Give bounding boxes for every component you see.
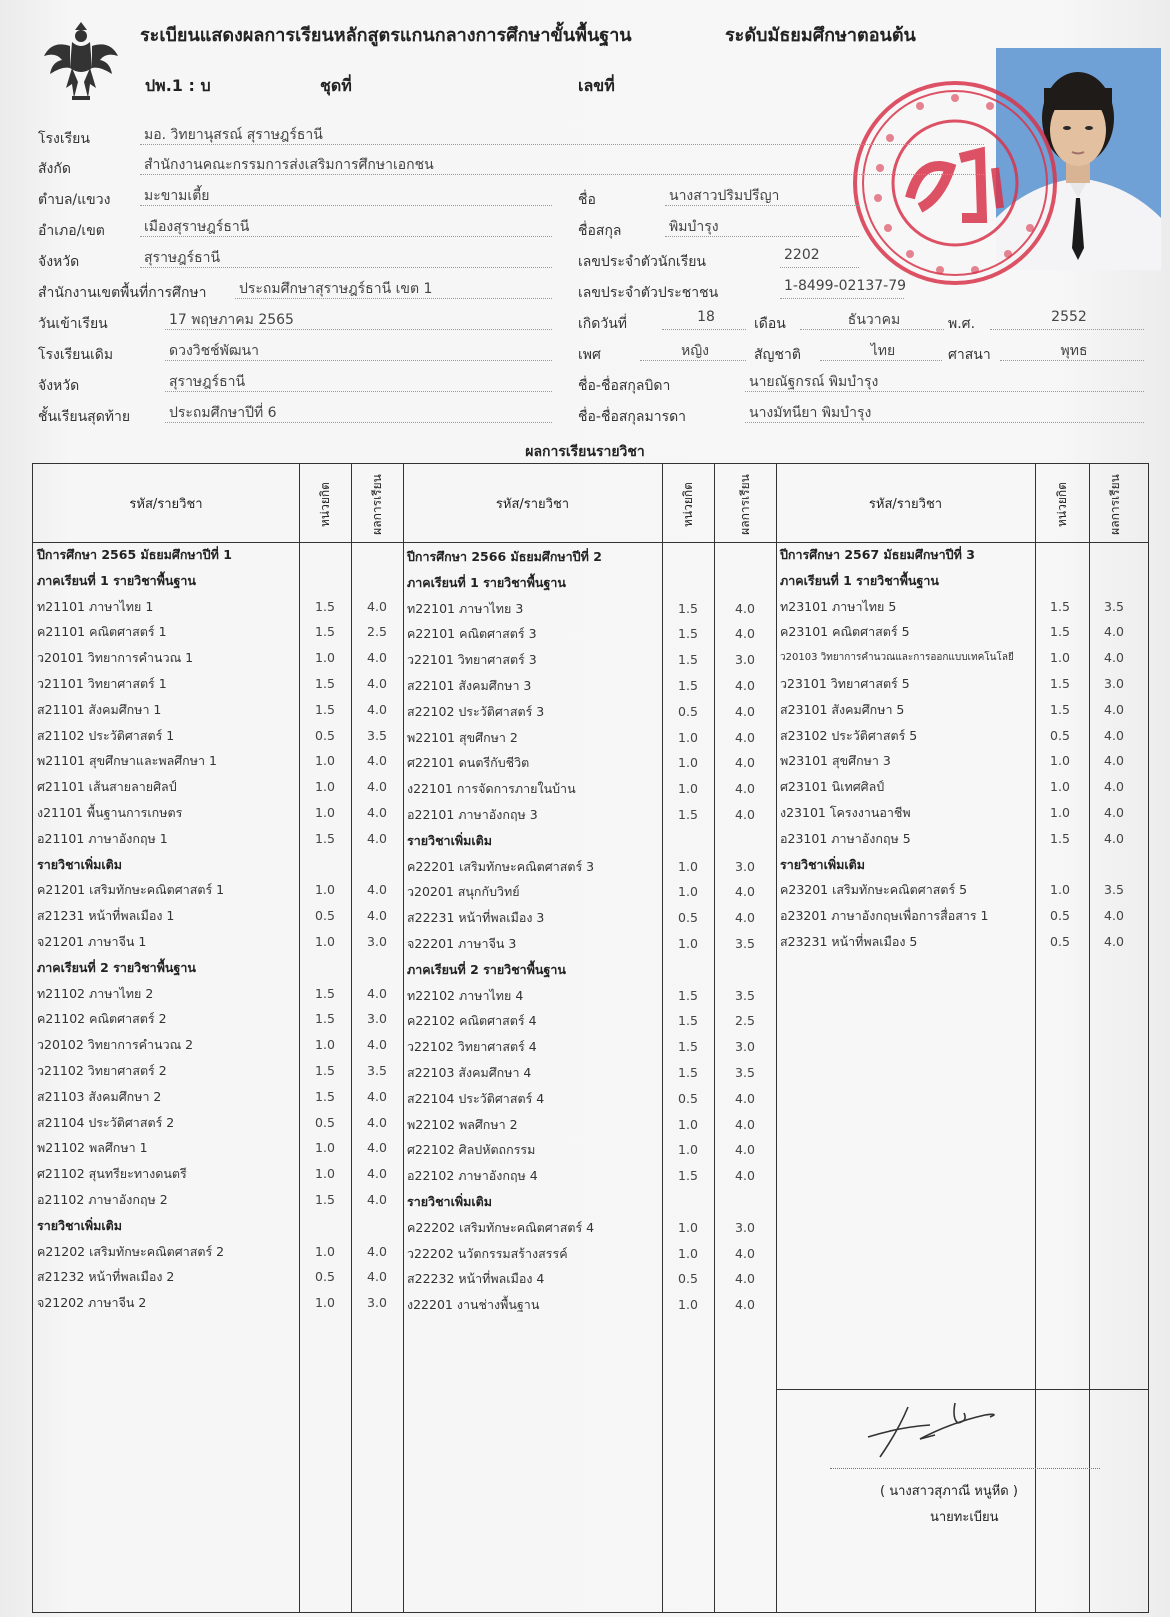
subject-name: ส21232 หน้าที่พลเมือง 2 — [37, 1269, 175, 1285]
section-heading: รายวิชาเพิ่มเติม — [37, 1217, 122, 1233]
enroll-date-label: วันเข้าเรียน — [38, 316, 108, 332]
subject-name: ส21104 ประวัติศาสตร์ 2 — [37, 1114, 175, 1130]
grade-value: 4.0 — [735, 1116, 755, 1132]
subject-name: ส21103 สังคมศึกษา 2 — [37, 1088, 162, 1104]
grade-value: 4.0 — [367, 1140, 387, 1156]
subject-name: พ22101 สุขศึกษา 2 — [407, 729, 518, 745]
grade-value: 4.0 — [367, 830, 387, 846]
credit-value: 1.0 — [315, 934, 335, 949]
first-name-value: นางสาวปริมปรีญา — [665, 185, 859, 206]
subject-name: ส21102 ประวัติศาสตร์ 1 — [37, 727, 175, 743]
nationality-value: ไทย — [820, 340, 942, 361]
subject-name: ค22101 คณิตศาสตร์ 3 — [407, 626, 537, 642]
birth-year-value: 2552 — [990, 309, 1144, 330]
grade-value: 4.0 — [1104, 624, 1124, 640]
province-label: จังหวัด — [38, 254, 80, 270]
enroll-date-value: 17 พฤษภาคม 2565 — [165, 309, 552, 330]
district-label: อำเภอ/เขต — [38, 223, 105, 239]
grade-value: 4.0 — [735, 910, 755, 926]
credit-value: 1.0 — [678, 858, 698, 874]
grade-value: 4.0 — [1104, 779, 1124, 795]
signature-line — [830, 1468, 1100, 1469]
subject-name: ง22101 การจัดการภายในบ้าน — [407, 781, 576, 797]
grade-value: 3.0 — [367, 934, 387, 949]
subject-name: พ22102 พลศึกษา 2 — [407, 1116, 518, 1132]
grade-value: 3.5 — [1104, 882, 1124, 898]
credit-value: 1.0 — [678, 755, 698, 771]
credit-value: 1.5 — [315, 1011, 335, 1027]
section-heading: ปีการศึกษา 2567 มัธยมศึกษาปีที่ 3 — [780, 547, 975, 562]
prev-province-label: จังหวัด — [38, 378, 80, 394]
credit-value: 1.0 — [1050, 753, 1070, 769]
area-office-value: ประถมศึกษาสุราษฎร์ธานี เขต 1 — [235, 278, 552, 299]
religion-label: ศาสนา — [948, 347, 991, 363]
subject-name: ง21101 พื้นฐานการเกษตร — [37, 805, 183, 820]
grade-value: 3.5 — [367, 727, 387, 743]
credit-value: 1.5 — [315, 1088, 335, 1104]
birth-year-label: พ.ศ. — [948, 316, 976, 332]
section-heading: รายวิชาเพิ่มเติม — [407, 1194, 492, 1209]
credit-value: 1.5 — [315, 676, 335, 691]
grade-value: 3.0 — [367, 1295, 387, 1311]
document-title: ระเบียนแสดงผลการเรียนหลักสูตรแกนกลางการศึกษาขั้นพื้นฐาน — [140, 25, 632, 46]
prev-school-label: โรงเรียนเดิม — [38, 347, 114, 363]
nationality-label: สัญชาติ — [754, 347, 801, 363]
credit-value: 1.5 — [678, 600, 698, 616]
grade-value: 3.5 — [735, 936, 755, 951]
registrar-name: ( นางสาวสุภาณี หนูหีด ) — [880, 1484, 1018, 1499]
subject-name: ว21102 วิทยาศาสตร์ 2 — [37, 1063, 167, 1078]
mother-label: ชื่อ-ชื่อสกุลมารดา — [578, 409, 687, 425]
credit-value: 1.0 — [315, 1140, 335, 1156]
subject-name: ส22103 สังคมศึกษา 4 — [407, 1065, 532, 1080]
subject-name: ค21202 เสริมทักษะคณิตศาสตร์ 2 — [37, 1243, 225, 1259]
subject-name: ค22201 เสริมทักษะคณิตศาสตร์ 3 — [407, 858, 595, 874]
subject-name: ว22102 วิทยาศาสตร์ 4 — [407, 1039, 537, 1055]
subject-name: ว23101 วิทยาศาสตร์ 5 — [780, 676, 910, 691]
set-label: ชุดที่ — [320, 76, 352, 95]
grade-value: 4.0 — [367, 1088, 387, 1104]
credit-value: 1.5 — [1050, 830, 1070, 846]
grade-value: 3.0 — [735, 1219, 755, 1235]
subdistrict-value: มะขามเตี้ย — [140, 185, 552, 206]
credit-value: 1.5 — [1050, 598, 1070, 614]
subject-name: ศ21101 เส้นสายลายศิลป์ — [37, 779, 177, 795]
last-name-value: พิมบำรุง — [665, 216, 859, 237]
grade-value: 4.0 — [367, 1114, 387, 1130]
credit-value: 1.5 — [678, 1039, 698, 1055]
credit-value: 1.5 — [315, 701, 335, 717]
subject-name: ส21101 สังคมศึกษา 1 — [37, 701, 162, 717]
grade-value: 4.0 — [735, 678, 755, 693]
subject-name: ค23101 คณิตศาสตร์ 5 — [780, 624, 910, 640]
credit-value: 0.5 — [678, 1271, 698, 1287]
credit-value: 1.0 — [678, 1116, 698, 1132]
grade-value: 3.0 — [735, 652, 755, 668]
credit-value: 1.5 — [315, 830, 335, 846]
credit-value: 1.5 — [315, 624, 335, 640]
subject-name: จ21202 ภาษาจีน 2 — [37, 1295, 147, 1311]
last-grade-label: ชั้นเรียนสุดท้าย — [38, 409, 131, 425]
grade-value: 4.0 — [367, 985, 387, 1001]
credit-value: 0.5 — [315, 727, 335, 743]
subject-name: ท22102 ภาษาไทย 4 — [407, 987, 524, 1003]
grade-value: 4.0 — [735, 703, 755, 719]
credit-value: 1.5 — [678, 626, 698, 642]
credit-value: 1.0 — [678, 936, 698, 951]
grade-value: 4.0 — [367, 1037, 387, 1053]
father-value: นายณัฐกรณ์ พิมบำรุง — [745, 371, 1144, 392]
subject-name: ส23231 หน้าที่พลเมือง 5 — [780, 934, 918, 949]
grade-value: 2.5 — [735, 1013, 755, 1029]
credit-value: 1.0 — [315, 1295, 335, 1311]
section-heading: ภาคเรียนที่ 1 รายวิชาพื้นฐาน — [780, 572, 939, 588]
credit-value: 1.5 — [315, 1192, 335, 1207]
col-header-credit-3: หน่วยกิต — [1054, 481, 1069, 527]
subject-name: ค23201 เสริมทักษะคณิตศาสตร์ 5 — [780, 882, 968, 898]
citizen-id-value: 1-8499-02137-79 — [780, 278, 904, 299]
subject-name: ค22102 คณิตศาสตร์ 4 — [407, 1013, 537, 1029]
grade-value: 4.0 — [1104, 908, 1124, 924]
credit-value: 1.5 — [315, 598, 335, 614]
grade-value: 4.0 — [735, 781, 755, 797]
grade-value: 3.5 — [367, 1063, 387, 1078]
subject-name: พ21102 พลศึกษา 1 — [37, 1140, 148, 1156]
birth-day-value: 18 — [662, 309, 746, 330]
father-label: ชื่อ-ชื่อสกุลบิดา — [578, 378, 671, 394]
credit-value: 1.0 — [315, 882, 335, 898]
grade-value: 4.0 — [367, 908, 387, 924]
grade-value: 4.0 — [367, 1192, 387, 1207]
credit-value: 0.5 — [1050, 934, 1070, 949]
signature-section-divider — [777, 1389, 1148, 1390]
gender-value: หญิง — [640, 340, 746, 361]
subject-name: อ21101 ภาษาอังกฤษ 1 — [37, 830, 168, 846]
subject-name: อ21102 ภาษาอังกฤษ 2 — [37, 1192, 168, 1207]
credit-value: 0.5 — [1050, 908, 1070, 924]
col-header-credit-2: หน่วยกิต — [680, 481, 695, 527]
credit-value: 1.0 — [1050, 779, 1070, 795]
grade-value: 2.5 — [367, 624, 387, 640]
subject-name: ง23101 โครงงานอาชีพ — [780, 805, 911, 820]
school-label: โรงเรียน — [38, 131, 90, 147]
credit-value: 1.5 — [1050, 701, 1070, 717]
credit-value: 1.5 — [678, 987, 698, 1003]
citizen-id-label: เลขประจำตัวประชาชน — [578, 285, 719, 301]
subject-name: ส23102 ประวัติศาสตร์ 5 — [780, 727, 918, 743]
garuda-emblem-icon — [42, 22, 120, 104]
subject-name: ส22101 สังคมศึกษา 3 — [407, 678, 532, 693]
subject-name: พ21101 สุขศึกษาและพลศึกษา 1 — [37, 753, 217, 769]
grade-value: 4.0 — [735, 1245, 755, 1261]
subject-name: ว21101 วิทยาศาสตร์ 1 — [37, 676, 167, 691]
col-header-grade-1: ผลการเรียน — [369, 473, 384, 535]
subject-name: ศ23101 นิเทศศิลป์ — [780, 779, 885, 795]
credit-value: 0.5 — [315, 1114, 335, 1130]
subject-name: ง22201 งานช่างพื้นฐาน — [407, 1297, 540, 1313]
number-label: เลขที่ — [578, 76, 615, 95]
subject-name: ศ22102 ศิลปหัตถกรรม — [407, 1142, 536, 1158]
credit-value: 1.0 — [678, 1219, 698, 1235]
credit-value: 1.5 — [678, 652, 698, 668]
credit-value: 1.0 — [315, 779, 335, 795]
credit-value: 1.0 — [315, 753, 335, 769]
subject-name: ว22101 วิทยาศาสตร์ 3 — [407, 652, 537, 668]
grade-value: 4.0 — [735, 1271, 755, 1287]
grade-value: 4.0 — [1104, 934, 1124, 949]
first-name-label: ชื่อ — [578, 192, 596, 208]
credit-value: 1.0 — [1050, 882, 1070, 898]
results-section-title: ผลการเรียนรายวิชา — [525, 444, 645, 460]
grade-value: 4.0 — [367, 882, 387, 898]
credit-value: 1.0 — [315, 650, 335, 666]
subject-name: ส22102 ประวัติศาสตร์ 3 — [407, 703, 545, 719]
registrar-signature-icon — [860, 1395, 1010, 1465]
credit-value: 1.5 — [678, 1168, 698, 1184]
subject-name: ว20102 วิทยาการคำนวณ 2 — [37, 1037, 194, 1053]
province-value: สุราษฎร์ธานี — [140, 247, 552, 268]
affiliation-label: สังกัด — [38, 161, 71, 177]
school-value: มอ. วิทยานุสรณ์ สุราษฎร์ธานี — [140, 124, 984, 145]
grade-value: 4.0 — [735, 729, 755, 745]
registrar-role: นายทะเบียน — [930, 1510, 999, 1525]
grade-value: 4.0 — [735, 755, 755, 771]
col-header-grade-2: ผลการเรียน — [737, 473, 752, 535]
subject-name: ว20201 สนุกกับวิทย์ — [407, 884, 520, 900]
subject-name: ท21102 ภาษาไทย 2 — [37, 985, 154, 1001]
section-heading: ภาคเรียนที่ 2 รายวิชาพื้นฐาน — [407, 961, 566, 977]
credit-value: 1.0 — [315, 1037, 335, 1053]
birth-month-value: ธันวาคม — [800, 309, 944, 330]
student-id-value: 2202 — [780, 247, 859, 268]
grade-value: 4.0 — [367, 650, 387, 666]
section-heading: รายวิชาเพิ่มเติม — [780, 856, 865, 872]
grade-value: 4.0 — [1104, 753, 1124, 769]
student-id-label: เลขประจำตัวนักเรียน — [578, 254, 707, 270]
affiliation-value: สำนักงานคณะกรรมการส่งเสริมการศึกษาเอกชน — [140, 154, 984, 175]
grade-value: 4.0 — [367, 1269, 387, 1285]
section-heading: ปีการศึกษา 2566 มัธยมศึกษาปีที่ 2 — [407, 549, 602, 564]
credit-value: 0.5 — [315, 908, 335, 924]
grade-value: 3.5 — [735, 987, 755, 1003]
grade-value: 4.0 — [1104, 805, 1124, 820]
credit-value: 1.5 — [678, 678, 698, 693]
grade-value: 3.5 — [1104, 598, 1124, 614]
credit-value: 1.0 — [315, 1243, 335, 1259]
subject-name: ค21101 คณิตศาสตร์ 1 — [37, 624, 167, 640]
credit-value: 1.5 — [315, 1063, 335, 1078]
birth-month-label: เดือน — [754, 316, 786, 332]
credit-value: 1.0 — [315, 805, 335, 820]
grade-value: 3.0 — [1104, 676, 1124, 691]
subject-name: อ22101 ภาษาอังกฤษ 3 — [407, 807, 538, 822]
subject-name: ส22104 ประวัติศาสตร์ 4 — [407, 1090, 545, 1106]
credit-value: 1.0 — [1050, 805, 1070, 820]
grade-value: 4.0 — [367, 1243, 387, 1259]
credit-value: 1.5 — [1050, 624, 1070, 640]
official-stamp-seal — [850, 78, 1060, 288]
credit-value: 1.0 — [678, 1142, 698, 1158]
form-code: ปพ.1 : บ — [145, 76, 211, 95]
grade-value: 4.0 — [1104, 650, 1124, 666]
credit-value: 1.0 — [678, 1297, 698, 1313]
subject-name: ว20103 วิทยาการคำนวณและการออกแบบเทคโนโลยี — [780, 652, 1014, 664]
grade-value: 4.0 — [735, 1142, 755, 1158]
grade-value: 4.0 — [367, 1166, 387, 1182]
grade-value: 4.0 — [367, 805, 387, 820]
grade-value: 4.0 — [735, 807, 755, 822]
credit-value: 1.0 — [1050, 650, 1070, 666]
col-header-grade-3: ผลการเรียน — [1107, 473, 1122, 535]
subject-name: ส22232 หน้าที่พลเมือง 4 — [407, 1271, 545, 1287]
grade-value: 4.0 — [735, 600, 755, 616]
credit-value: 0.5 — [678, 910, 698, 926]
subdistrict-label: ตำบล/แขวง — [38, 192, 111, 208]
credit-value: 1.0 — [678, 1245, 698, 1261]
subject-name: ศ21102 สุนทรียะทางดนตรี — [37, 1166, 187, 1182]
grade-value: 4.0 — [1104, 701, 1124, 717]
credit-value: 0.5 — [678, 1090, 698, 1106]
subject-name: ว22202 นวัตกรรมสร้างสรรค์ — [407, 1245, 568, 1261]
district-value: เมืองสุราษฎร์ธานี — [140, 216, 552, 237]
last-grade-value: ประถมศึกษาปีที่ 6 — [165, 402, 552, 423]
area-office-label: สำนักงานเขตพื้นที่การศึกษา — [38, 285, 207, 301]
credit-value: 1.5 — [1050, 676, 1070, 691]
credit-value: 0.5 — [315, 1269, 335, 1285]
prev-province-value: สุราษฎร์ธานี — [165, 371, 552, 392]
last-name-label: ชื่อสกุล — [578, 223, 622, 239]
credit-value: 1.0 — [315, 1166, 335, 1182]
gender-label: เพศ — [578, 347, 601, 363]
prev-school-value: ดวงวิชช์พัฒนา — [165, 340, 552, 361]
section-heading: ภาคเรียนที่ 2 รายวิชาพื้นฐาน — [37, 959, 196, 975]
mother-value: นางมัทนียา พิมบำรุง — [745, 402, 1144, 423]
subject-name: ส22231 หน้าที่พลเมือง 3 — [407, 910, 545, 926]
subject-name: อ23201 ภาษาอังกฤษเพื่อการสื่อสาร 1 — [780, 908, 989, 924]
subject-name: ค21201 เสริมทักษะคณิตศาสตร์ 1 — [37, 882, 225, 898]
credit-value: 1.0 — [678, 884, 698, 900]
col-header-credit-1: หน่วยกิต — [317, 481, 332, 527]
grade-value: 3.5 — [735, 1065, 755, 1080]
document-level: ระดับมัธยมศึกษาตอนต้น — [725, 25, 916, 46]
subject-name: ท22101 ภาษาไทย 3 — [407, 600, 524, 616]
section-heading: รายวิชาเพิ่มเติม — [407, 832, 492, 848]
subject-name: ส21231 หน้าที่พลเมือง 1 — [37, 908, 175, 924]
grade-value: 4.0 — [735, 1168, 755, 1184]
birth-day-label: เกิดวันที่ — [578, 316, 628, 332]
subject-name: ท21101 ภาษาไทย 1 — [37, 598, 154, 614]
grade-value: 4.0 — [735, 626, 755, 642]
grade-value: 4.0 — [735, 884, 755, 900]
grade-value: 4.0 — [1104, 727, 1124, 743]
credit-value: 0.5 — [1050, 727, 1070, 743]
credit-value: 1.0 — [678, 729, 698, 745]
grade-value: 4.0 — [367, 753, 387, 769]
subject-name: อ22102 ภาษาอังกฤษ 4 — [407, 1168, 538, 1184]
section-heading: ภาคเรียนที่ 1 รายวิชาพื้นฐาน — [407, 574, 566, 590]
subject-name: ศ22101 ดนตรีกับชีวิต — [407, 755, 530, 771]
subject-name: ท23101 ภาษาไทย 5 — [780, 598, 897, 614]
credit-value: 1.5 — [678, 1065, 698, 1080]
grade-value: 4.0 — [367, 779, 387, 795]
grade-value: 4.0 — [735, 1297, 755, 1313]
grade-value: 4.0 — [367, 598, 387, 614]
col-header-subject-2: รหัส/รายวิชา — [495, 496, 570, 512]
section-heading: ปีการศึกษา 2565 มัธยมศึกษาปีที่ 1 — [37, 547, 232, 562]
subject-name: อ23101 ภาษาอังกฤษ 5 — [780, 830, 911, 846]
subject-name: จ21201 ภาษาจีน 1 — [37, 934, 147, 949]
section-heading: ภาคเรียนที่ 1 รายวิชาพื้นฐาน — [37, 572, 196, 588]
subject-name: พ23101 สุขศึกษา 3 — [780, 753, 891, 769]
credit-value: 1.5 — [678, 1013, 698, 1029]
credit-value: 1.5 — [678, 807, 698, 822]
credit-value: 1.0 — [678, 781, 698, 797]
section-heading: รายวิชาเพิ่มเติม — [37, 856, 122, 872]
grade-value: 3.0 — [735, 858, 755, 874]
grade-value: 4.0 — [1104, 830, 1124, 846]
religion-value: พุทธ — [1000, 340, 1144, 361]
grade-value: 4.0 — [367, 701, 387, 717]
grade-value: 4.0 — [735, 1090, 755, 1106]
col-header-subject-1: รหัส/รายวิชา — [129, 496, 203, 512]
grade-value: 3.0 — [367, 1011, 387, 1027]
credit-value: 0.5 — [678, 703, 698, 719]
credit-value: 1.5 — [315, 985, 335, 1001]
subject-name: ว20101 วิทยาการคำนวณ 1 — [37, 650, 194, 666]
col-header-subject-3: รหัส/รายวิชา — [868, 496, 943, 512]
subject-name: ค22202 เสริมทักษะคณิตศาสตร์ 4 — [407, 1219, 595, 1235]
subject-name: ค21102 คณิตศาสตร์ 2 — [37, 1011, 167, 1027]
grade-value: 3.0 — [735, 1039, 755, 1055]
subject-name: ส23101 สังคมศึกษา 5 — [780, 701, 905, 717]
subject-name: จ22201 ภาษาจีน 3 — [407, 936, 517, 951]
grade-value: 4.0 — [367, 676, 387, 691]
